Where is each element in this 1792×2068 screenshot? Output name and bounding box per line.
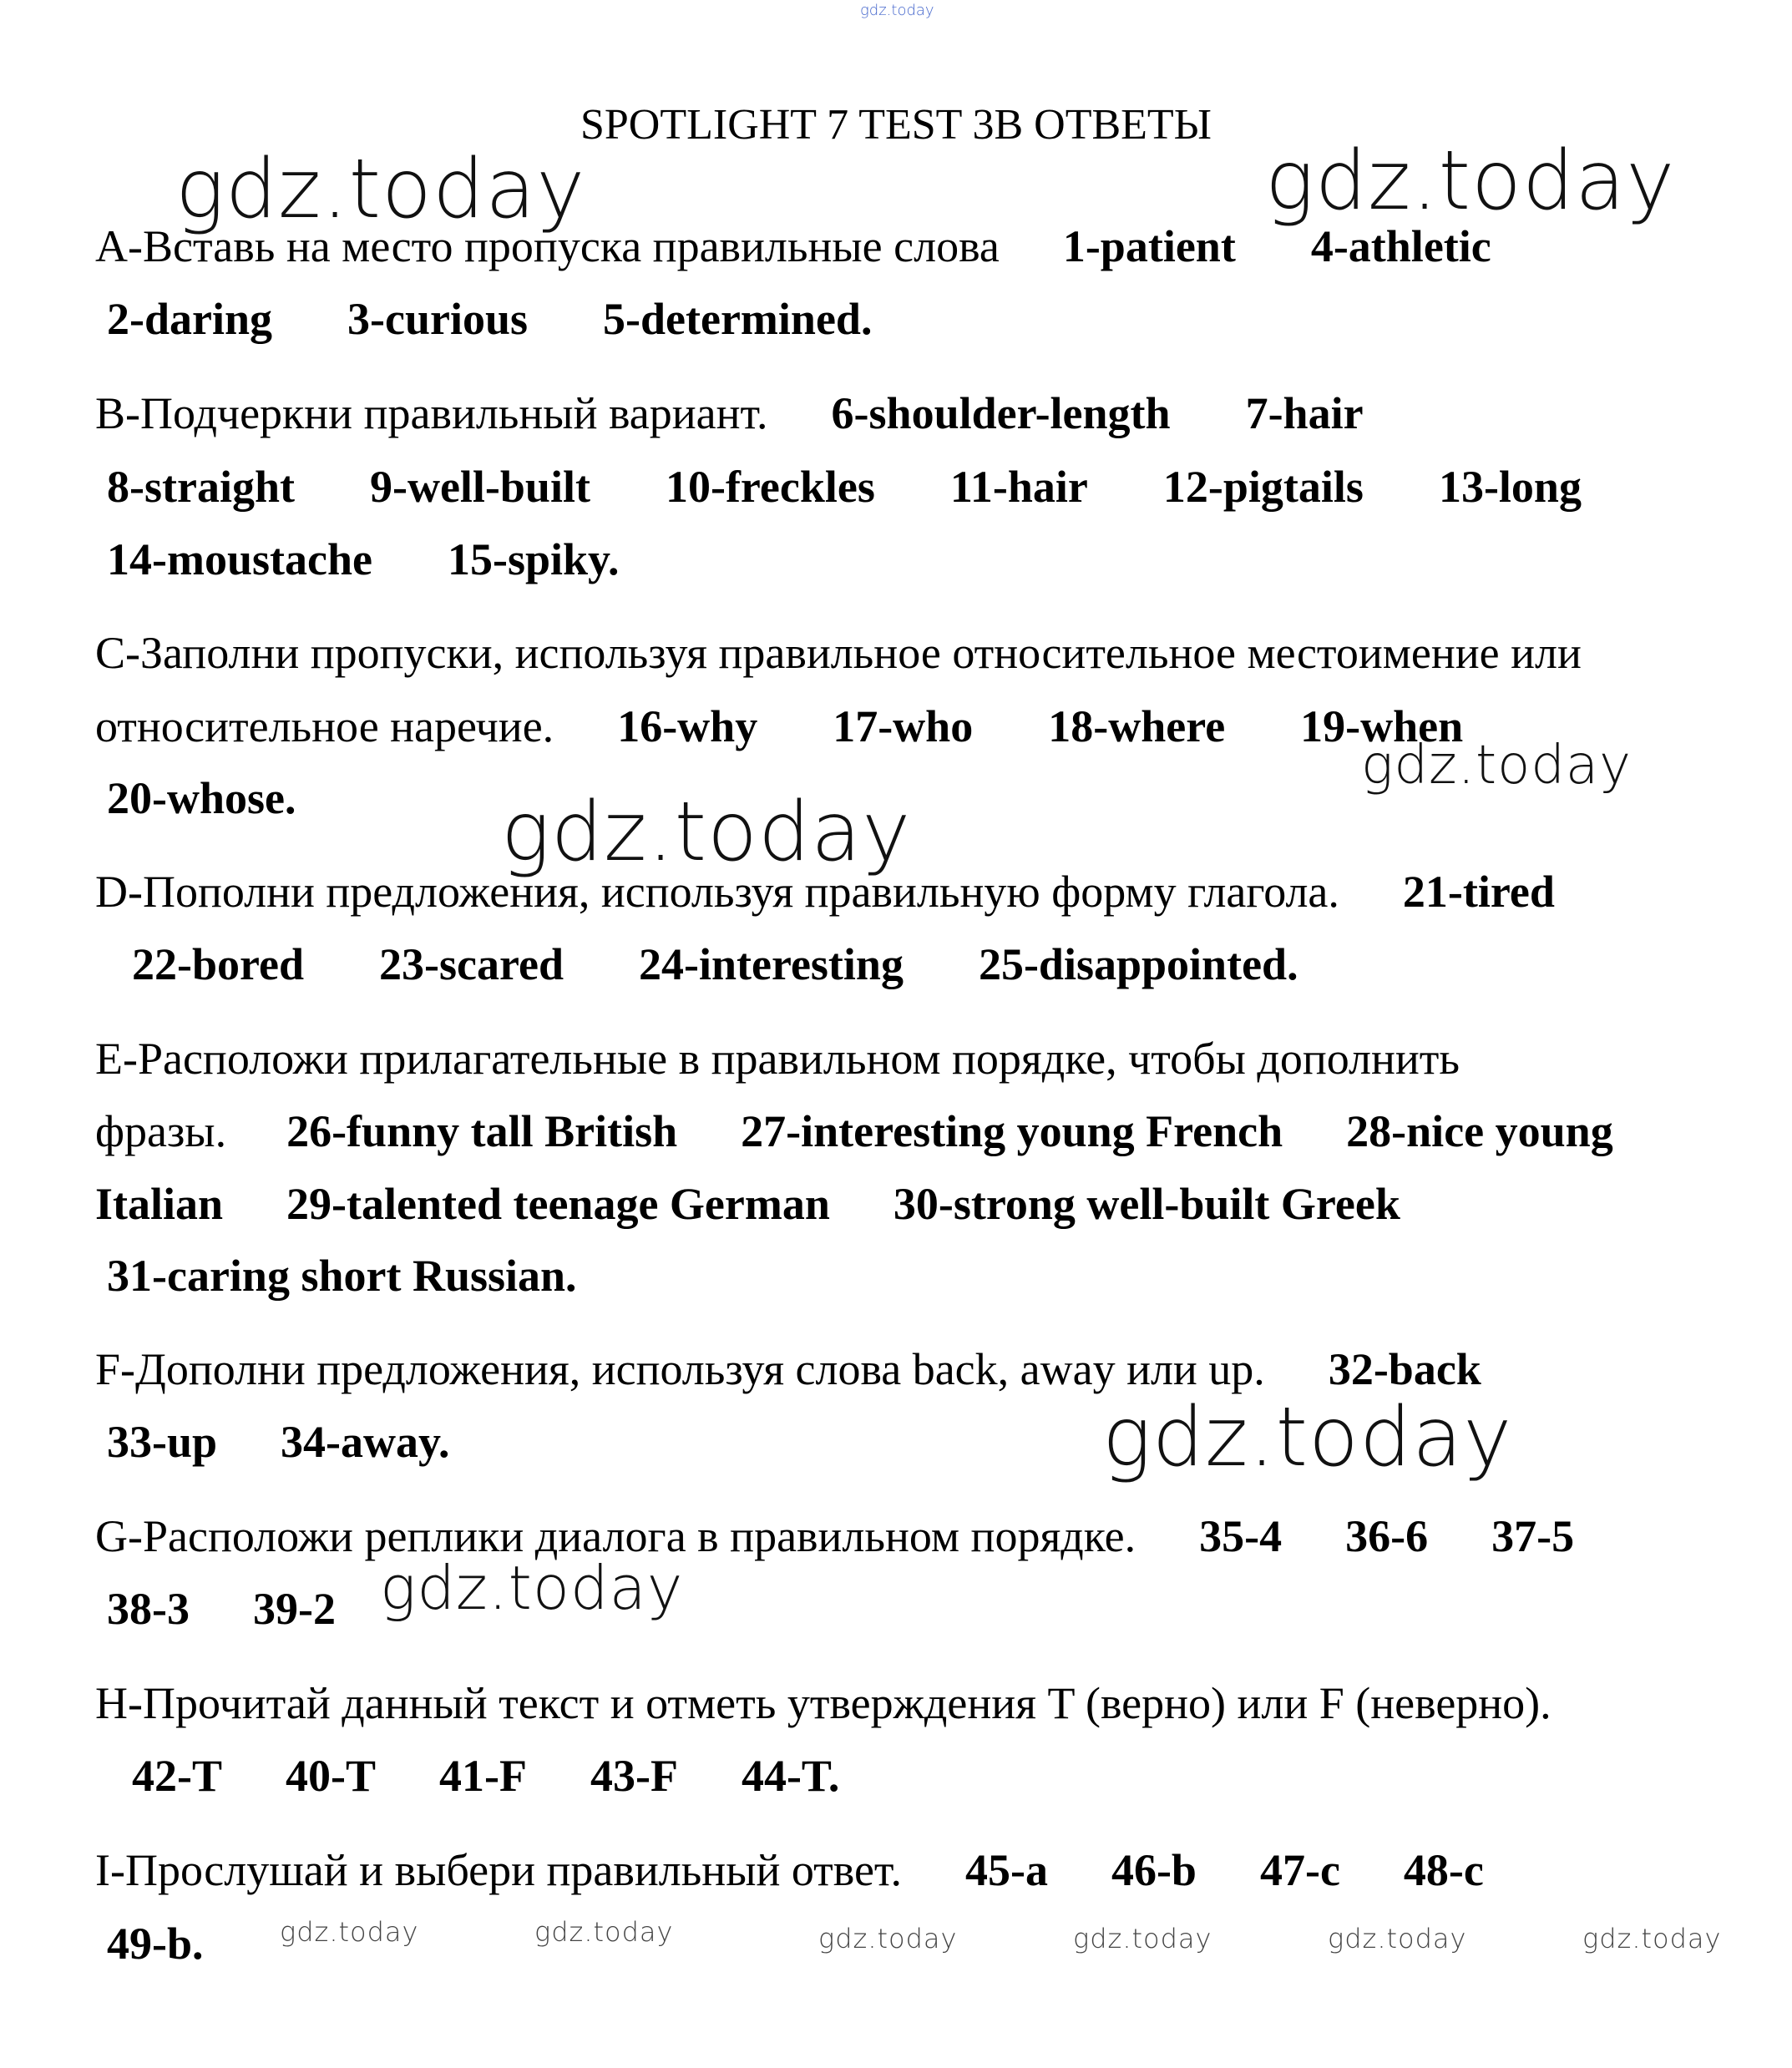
page-title: SPOTLIGHT 7 TEST 3B ОТВЕТЫ	[580, 101, 1212, 149]
answer: 45-a	[964, 1845, 1048, 1895]
section-c-line-1	[95, 628, 1582, 678]
answer: 21-tired	[1402, 867, 1555, 917]
section-f-line-2	[107, 1417, 450, 1467]
answer: 29-talented teenage German	[286, 1179, 830, 1229]
section-e-line-2	[95, 1106, 1613, 1156]
answer: 41-F	[439, 1751, 527, 1801]
answer: 10-freckles	[665, 462, 875, 512]
watermark: gdz.today	[501, 785, 912, 880]
answer: 3-curious	[347, 294, 529, 344]
answer: 17-who	[833, 701, 974, 751]
section-g-line-1	[95, 1511, 1574, 1561]
section-e-line-3	[95, 1179, 1400, 1229]
answer: 15-spiky.	[447, 534, 620, 584]
section-c-question: C-Заполни пропуски, используя правильное относительное местоимение или	[95, 628, 1582, 678]
section-b-line-1	[95, 388, 1364, 438]
answer: 1-patient	[1062, 221, 1236, 271]
section-b-line-2	[107, 462, 1582, 512]
answer: 48-c	[1403, 1845, 1484, 1895]
section-a-question: A-Вставь на место пропуска правильные слова	[95, 221, 1000, 271]
answer: 9-well-built	[369, 462, 590, 512]
watermark: gdz.today	[1582, 1923, 1722, 1954]
watermark: gdz.today	[818, 1923, 958, 1954]
answer: Italian	[95, 1179, 224, 1229]
answer: 38-3	[107, 1584, 190, 1634]
answer: 28-nice young	[1346, 1106, 1613, 1156]
section-d-line-2	[132, 939, 1298, 989]
answer: 12-pigtails	[1162, 462, 1364, 512]
answer: 49-b.	[107, 1919, 204, 1969]
watermark: gdz.today	[1361, 735, 1632, 796]
section-b-line-3	[107, 534, 620, 584]
answer: 6-shoulder-length	[831, 388, 1171, 438]
section-d-line-1	[95, 867, 1555, 917]
answer: 23-scared	[379, 939, 564, 989]
section-e-line-4	[107, 1251, 577, 1301]
section-g-line-2	[107, 1584, 336, 1634]
answer: 27-interesting young French	[741, 1106, 1283, 1156]
answer: 4-athletic	[1310, 221, 1491, 271]
section-i-line-1	[95, 1845, 1484, 1895]
section-h-line-2	[132, 1751, 839, 1801]
section-b-question: B-Подчеркни правильный вариант.	[95, 388, 768, 438]
answer: 37-5	[1491, 1511, 1575, 1561]
answer: 24-interesting	[638, 939, 904, 989]
watermark: gdz.today	[1102, 1390, 1513, 1485]
watermark: gdz.today	[1073, 1923, 1212, 1954]
section-e-question-cont: фразы.	[95, 1106, 227, 1156]
answer: 2-daring	[107, 294, 273, 344]
answer: 35-4	[1199, 1511, 1283, 1561]
answer: 18-where	[1048, 701, 1226, 751]
watermark: gdz.today	[534, 1916, 674, 1948]
answer: 44-T.	[741, 1751, 840, 1801]
answer: 20-whose.	[107, 773, 296, 823]
answer: 25-disappointed.	[978, 939, 1298, 989]
section-f-question: F-Дополни предложения, используя слова back, away или up.	[95, 1344, 1265, 1394]
answer: 5-determined.	[603, 294, 873, 344]
section-e-question: E-Расположи прилагательные в правильном порядке, чтобы дополнить	[95, 1034, 1460, 1084]
section-g-question: G-Расположи реплики диалога в правильном порядке.	[95, 1511, 1136, 1561]
section-e-line-1	[95, 1034, 1460, 1084]
answer: 33-up	[107, 1417, 218, 1467]
watermark: gdz.today	[175, 142, 586, 237]
answer: 16-why	[617, 701, 758, 751]
answer: 30-strong well-built Greek	[893, 1179, 1400, 1229]
watermark: gdz.today	[1265, 134, 1676, 229]
section-c-line-3	[107, 773, 296, 823]
answer: 47-c	[1259, 1845, 1340, 1895]
section-a-line-1	[95, 221, 1491, 271]
answer: 31-caring short Russian.	[107, 1251, 577, 1301]
watermark: gdz.today	[1328, 1923, 1467, 1954]
answer: 40-T	[286, 1751, 376, 1801]
watermark-top: gdz.today	[860, 2, 934, 19]
section-c-line-2	[95, 701, 1463, 751]
section-i-line-2	[107, 1919, 204, 1969]
answer: 11-hair	[949, 462, 1088, 512]
section-i-question: I-Прослушай и выбери правильный ответ.	[95, 1845, 902, 1895]
answer: 8-straight	[107, 462, 295, 512]
answer: 26-funny tall British	[286, 1106, 678, 1156]
watermark: gdz.today	[280, 1916, 419, 1948]
section-f-line-1	[95, 1344, 1481, 1394]
answer: 34-away.	[281, 1417, 450, 1467]
answer: 7-hair	[1245, 388, 1364, 438]
answer: 36-6	[1345, 1511, 1429, 1561]
section-a-line-2	[107, 294, 872, 344]
answer: 42-T	[132, 1751, 222, 1801]
section-h-line-1	[95, 1678, 1552, 1728]
answer: 22-bored	[132, 939, 305, 989]
watermark: gdz.today	[380, 1553, 684, 1623]
answer: 13-long	[1438, 462, 1582, 512]
answer: 14-moustache	[107, 534, 372, 584]
answer: 43-F	[590, 1751, 678, 1801]
section-d-question: D-Пополни предложения, используя правильную форму глагола.	[95, 867, 1339, 917]
answer: 39-2	[252, 1584, 336, 1634]
answer: 19-when	[1300, 701, 1464, 751]
answer: 32-back	[1328, 1344, 1481, 1394]
answer: 46-b	[1111, 1845, 1197, 1895]
section-c-question-cont: относительное наречие.	[95, 701, 554, 751]
section-h-question: H-Прочитай данный текст и отметь утверждения T (верно) или F (неверно).	[95, 1678, 1552, 1728]
